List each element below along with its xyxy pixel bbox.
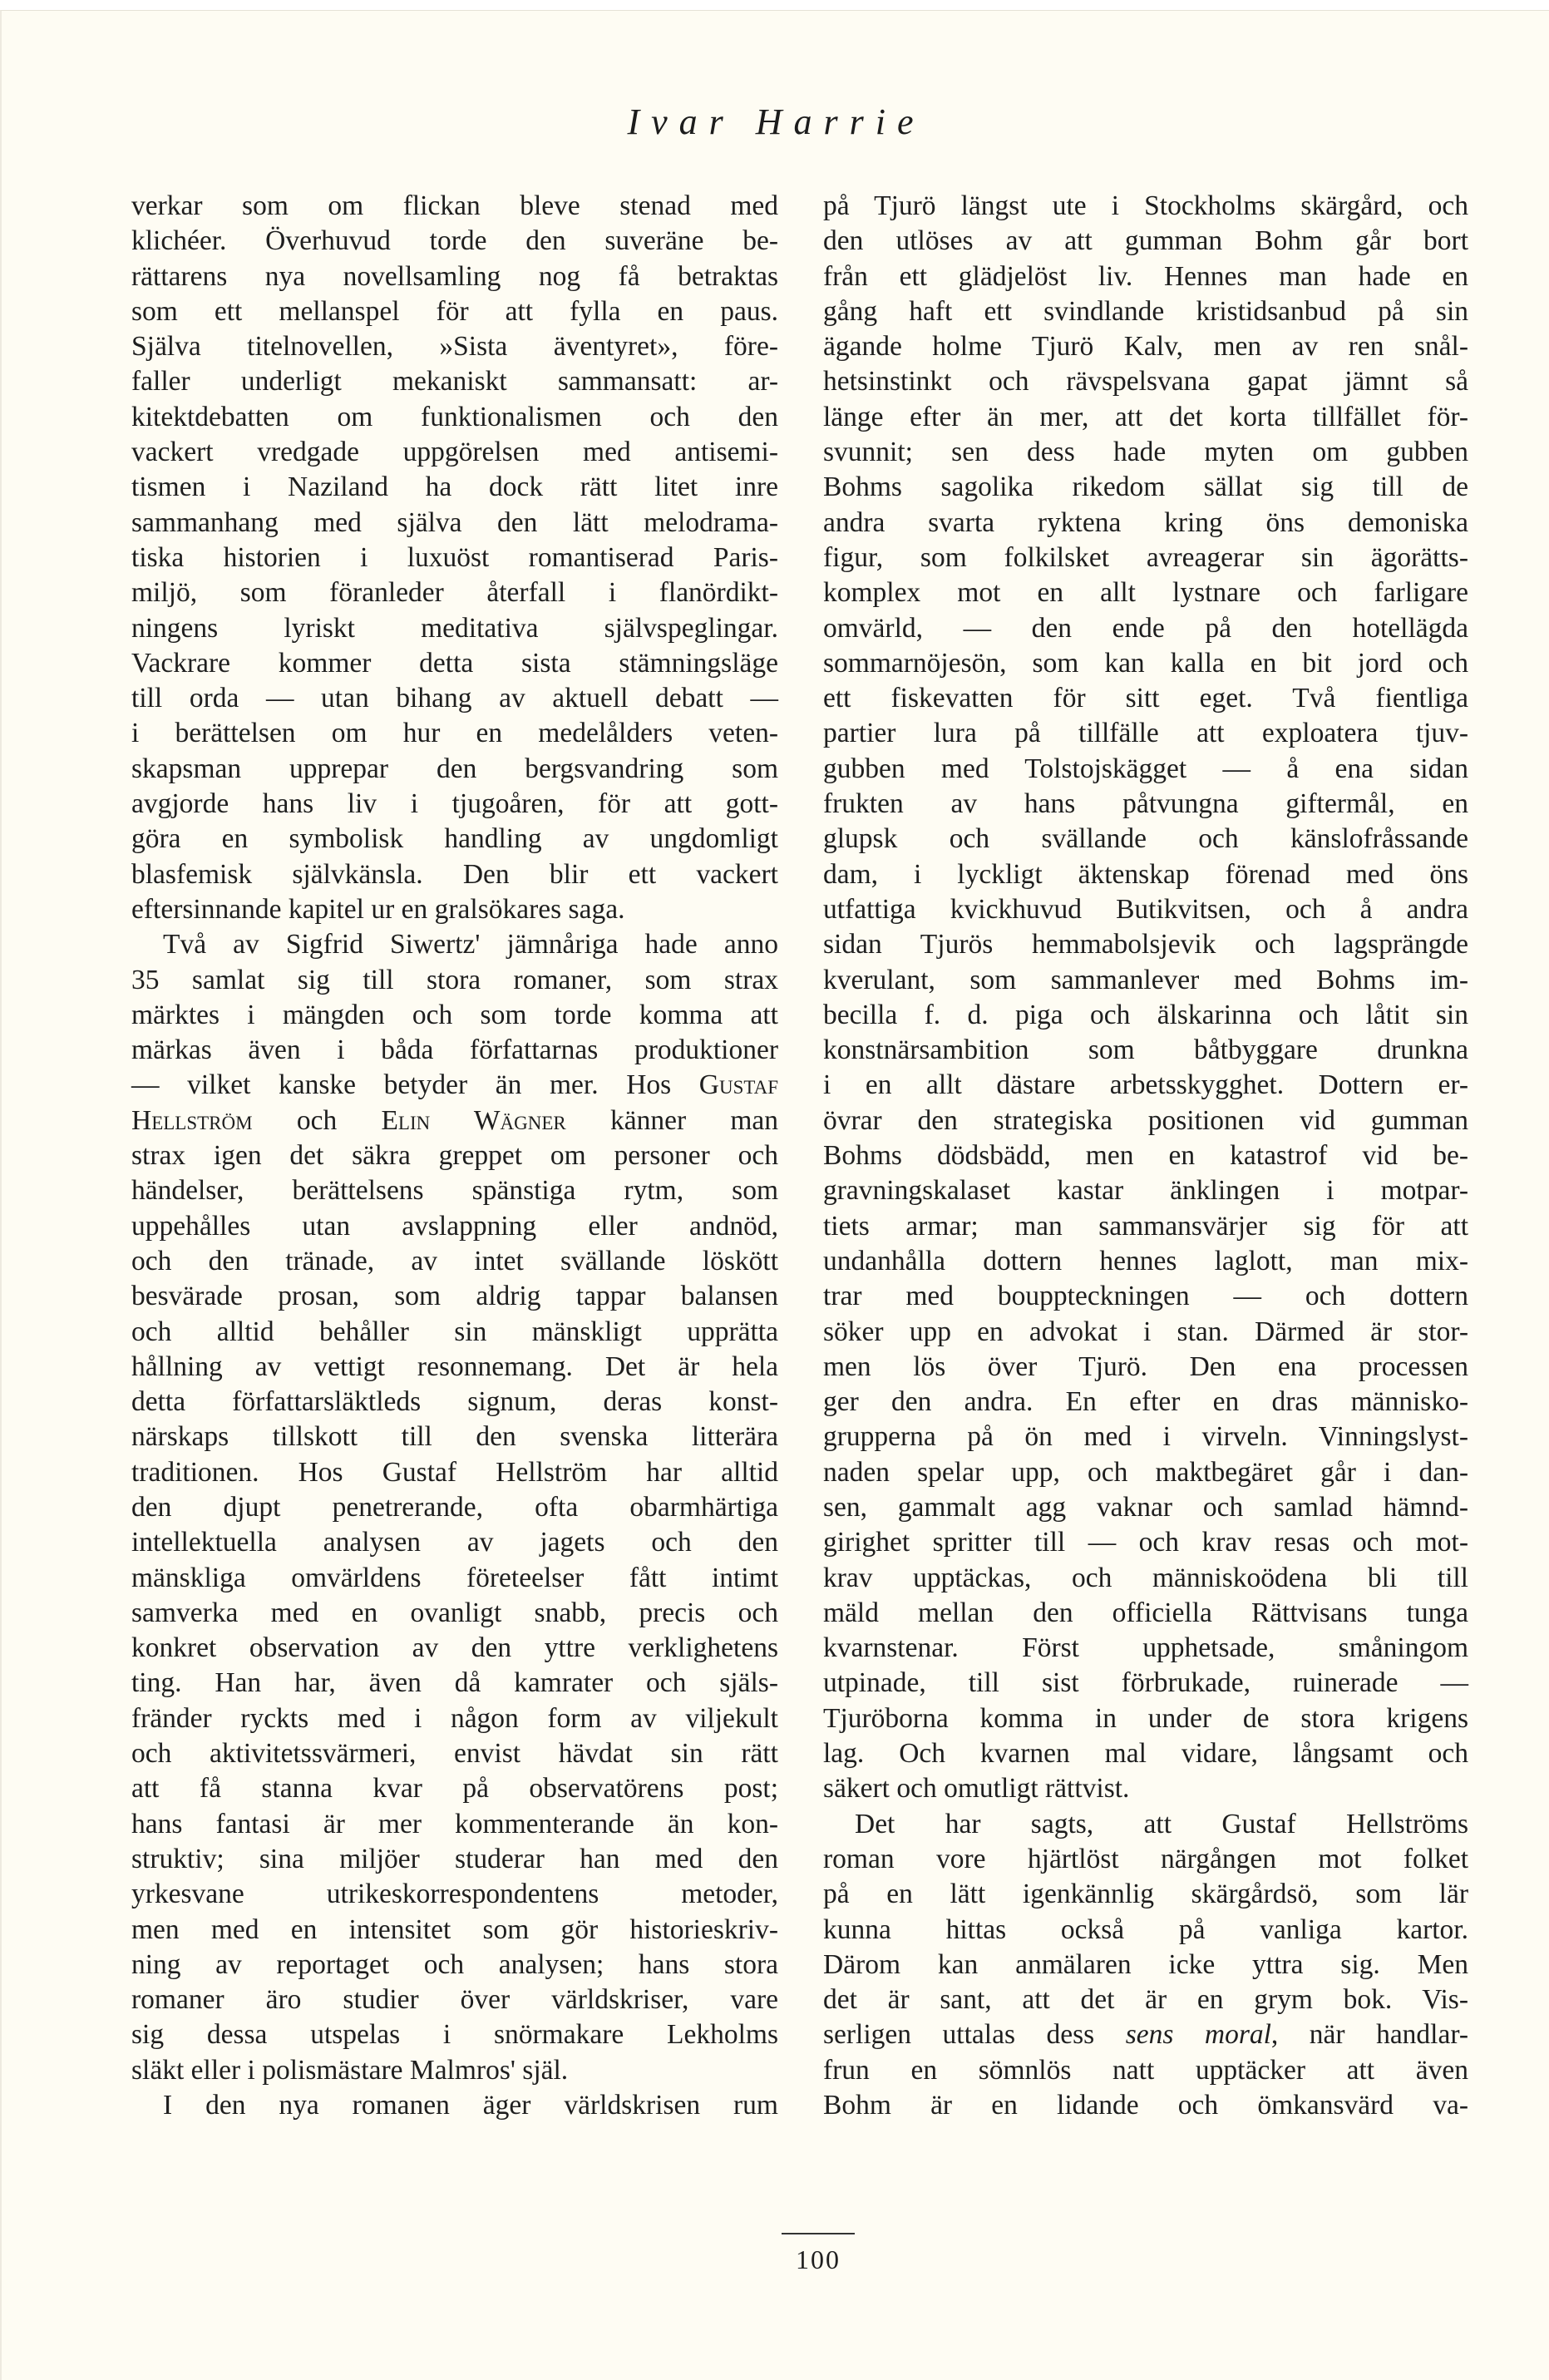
text-line: sig dessa utspelas i snörmakare Lekholms xyxy=(131,2019,778,2051)
text-line: den djupt penetrerande, ofta obarmhärtiga xyxy=(131,1491,778,1523)
paragraph-end-line: eftersinnande kapitel ur en gralsökares saga. xyxy=(131,893,625,925)
text-line: ett fiskevatten för sitt eget. Två fientliga xyxy=(823,683,1468,714)
text-fragment: — vilket kanske betyder än mer. Hos xyxy=(131,1069,699,1101)
text-line: Bohms dödsbädd, men en katastrof vid be- xyxy=(823,1140,1468,1172)
paragraph-end-line: säkert och omutligt rättvist. xyxy=(823,1773,1130,1805)
book-page xyxy=(0,10,1549,2380)
text-line: Bohms sagolika rikedom sällat sig till de xyxy=(823,472,1468,503)
text-line: ning av reportaget och analysen; hans stora xyxy=(131,1948,778,1980)
text-line: och aktivitetssvärmeri, envist hävdat sin rätt xyxy=(131,1738,778,1770)
text-line: tiska historien i luxuöst romantiserad Paris- xyxy=(131,541,778,573)
text-line: figur, som folkilsket avreagerar sin ägorätts- xyxy=(823,541,1468,573)
text-line: ting. Han har, även då kamrater och själs- xyxy=(131,1667,778,1699)
text-line: roman vore hjärtlöst närgången mot folket xyxy=(823,1843,1468,1874)
text-line: kvarnstenar. Först upphetsade, småningom xyxy=(823,1632,1468,1664)
text-line: gravningskalaset kastar änklingen i motpar- xyxy=(823,1175,1468,1207)
text-line: trar med bouppteckningen — och dottern xyxy=(823,1281,1468,1312)
text-line: ger den andra. En efter en dras människo- xyxy=(823,1386,1468,1418)
text-line: händelser, berättelsens spänstiga rytm, som xyxy=(131,1175,778,1207)
text-line: i en allt dästare arbetsskygghet. Dottern er- xyxy=(823,1069,1468,1101)
text-line: och den tränade, av intet svällande löskött xyxy=(131,1245,778,1276)
text-line: frun en sömnlös natt upptäcker att även xyxy=(823,2054,1468,2086)
text-line-with-small-caps xyxy=(131,1068,778,1103)
running-head-author: Ivar Harrie xyxy=(627,101,925,142)
author-name-small-caps: Gustaf xyxy=(698,1069,778,1101)
text-line: Själva titelnovellen, »Sista äventyret», före- xyxy=(131,331,778,363)
text-line: närskaps tillskott till den svenska litterära xyxy=(131,1421,778,1453)
text-line: konstnärsambition som båtbyggare drunkna xyxy=(823,1034,1468,1066)
text-line: tiets armar; man sammansvärjer sig för att xyxy=(823,1210,1468,1242)
text-line: Tjuröborna komma in under de stora krigens xyxy=(823,1702,1468,1734)
text-line: frukten av hans påtvungna giftermål, en xyxy=(823,788,1468,820)
text-line: göra en symbolisk handling av ungdomligt xyxy=(131,823,778,855)
text-line: från ett glädjelöst liv. Hennes man hade en xyxy=(823,260,1468,292)
text-line: samverka med en ovanligt snabb, precis och xyxy=(131,1597,778,1628)
text-line: rättarens nya novellsamling nog få betraktas xyxy=(131,260,778,292)
text-line: uppehålles utan avslappning eller andnöd, xyxy=(131,1210,778,1242)
text-line: till orda — utan bihang av aktuell debatt — xyxy=(131,683,778,714)
right-text-column xyxy=(823,189,1468,2123)
text-line: glupsk och svällande och känslofråssande xyxy=(823,823,1468,855)
text-line: sommarnöjesön, som kan kalla en bit jord och xyxy=(823,647,1468,679)
paragraph-start-line: Två av Sigfrid Siwertz' jämnåriga hade anno xyxy=(163,929,778,960)
text-line: det är sant, att det är en grym bok. Vis- xyxy=(823,1984,1468,2016)
text-line: gubben med Tolstojskägget — å ena sidan xyxy=(823,753,1468,784)
text-fragment: känner man xyxy=(565,1104,779,1136)
text-line: romaner äro studier över världskriser, vare xyxy=(131,1984,778,2016)
text-line: becilla f. d. piga och älskarinna och låtit sin xyxy=(823,999,1468,1030)
text-line: lag. Och kvarnen mal vidare, långsamt och xyxy=(823,1738,1468,1770)
text-line: mänskliga omvärldens företeelser fått intimt xyxy=(131,1562,778,1593)
text-line: gång haft ett svindlande kristidsanbud på sin xyxy=(823,295,1468,327)
text-line: kunna hittas också på vanliga kartor. xyxy=(823,1913,1468,1945)
text-line: att få stanna kvar på observatörens post; xyxy=(131,1773,778,1805)
text-line: mäld mellan den officiella Rättvisans tunga xyxy=(823,1597,1468,1628)
text-line: på en lätt igenkännlig skärgårdsö, som lär xyxy=(823,1879,1468,1910)
text-line: hållning av vettigt resonnemang. Det är hela xyxy=(131,1350,778,1382)
author-name-small-caps: Hellström xyxy=(131,1104,253,1136)
text-line: girighet spritter till — och krav resas och mot- xyxy=(823,1527,1468,1558)
text-line: avgjorde hans liv i tjugoåren, för att gott- xyxy=(131,788,778,820)
text-line: fränder ryckts med i någon form av viljekult xyxy=(131,1702,778,1734)
text-line: märktes i mängden och som torde komma att xyxy=(131,999,778,1030)
text-line: dam, i lyckligt äktenskap förenad med öns xyxy=(823,858,1468,890)
text-line: konkret observation av den yttre verklighetens xyxy=(131,1632,778,1664)
left-text-column xyxy=(131,189,778,2123)
text-line: som ett mellanspel för att fylla en paus. xyxy=(131,295,778,327)
text-line: miljö, som föranleder återfall i flanördikt- xyxy=(131,577,778,609)
text-line: sammanhang med själva den lätt melodrama- xyxy=(131,506,778,538)
text-line: hetsinstinkt och rävspelsvana gapat jämnt så xyxy=(823,366,1468,397)
text-line: den utlöses av att gumman Bohm går bort xyxy=(823,225,1468,257)
text-line: och alltid behåller sin mänskligt upprätta xyxy=(131,1316,778,1347)
text-line: skapsman upprepar den bergsvandring som xyxy=(131,753,778,784)
text-line: hans fantasi är mer kommenterande än kon- xyxy=(131,1808,778,1839)
text-line: övrar den strategiska positionen vid gumman xyxy=(823,1104,1468,1136)
text-line: yrkesvane utrikeskorrespondentens metoder, xyxy=(131,1879,778,1910)
text-line: besvärade prosan, som aldrig tappar balansen xyxy=(131,1281,778,1312)
text-line: Vackrare kommer detta sista stämningsläge xyxy=(131,647,778,679)
text-line: söker upp en advokat i stan. Därmed är stor- xyxy=(823,1316,1468,1347)
text-line: klichéer. Överhuvud torde den suveräne be- xyxy=(131,225,778,257)
author-name-small-caps: Elin Wägner xyxy=(381,1104,566,1136)
text-line: kitektdebatten om funktionalismen och den xyxy=(131,401,778,432)
text-fragment: serligen uttalas dess xyxy=(823,2019,1126,2051)
text-line: detta författarsläktleds signum, deras konst- xyxy=(131,1386,778,1418)
text-line: tismen i Naziland ha dock rätt litet inre xyxy=(131,472,778,503)
text-line-with-small-caps xyxy=(131,1104,778,1138)
text-line: Därom kan anmälaren icke yttra sig. Men xyxy=(823,1948,1468,1980)
page-number: 100 xyxy=(796,2244,841,2274)
text-line: intellektuella analysen av jagets och den xyxy=(131,1527,778,1558)
text-line: strax igen det säkra greppet om personer och xyxy=(131,1140,778,1172)
text-line: utpinade, till sist förbrukade, ruinerade — xyxy=(823,1667,1468,1699)
text-line: utfattiga kvickhuvud Butikvitsen, och å andra xyxy=(823,893,1468,925)
text-line: struktiv; sina miljöer studerar han med den xyxy=(131,1843,778,1874)
text-line: undanhålla dottern hennes laglott, man mix- xyxy=(823,1245,1468,1276)
text-line: krav upptäckas, och människoödena bli till xyxy=(823,1562,1468,1593)
text-line: omvärld, — den ende på den hotellägda xyxy=(823,612,1468,644)
text-fragment: och xyxy=(252,1104,382,1136)
text-line: men lös över Tjurö. Den ena processen xyxy=(823,1350,1468,1382)
text-line: sen, gammalt agg vaknar och samlad hämnd- xyxy=(823,1491,1468,1523)
text-fragment: , när handlar- xyxy=(1270,2019,1469,2051)
text-line: svunnit; sen dess hade myten om gubben xyxy=(823,437,1468,468)
text-line: ägande holme Tjurö Kalv, men av ren snål- xyxy=(823,331,1468,363)
text-line: naden spelar upp, och maktbegäret går i dan- xyxy=(823,1456,1468,1488)
italic-phrase: sens moral xyxy=(1125,2019,1271,2051)
page-number-rule xyxy=(782,2233,855,2234)
text-line: ningens lyriskt meditativa självspeglingar. xyxy=(131,612,778,644)
paragraph-end-line: släkt eller i polismästare Malmros' själ. xyxy=(131,2054,569,2086)
text-line: traditionen. Hos Gustaf Hellström har alltid xyxy=(131,1456,778,1488)
text-line-with-italic xyxy=(823,2017,1468,2052)
text-line: komplex mot en allt lystnare och farligare xyxy=(823,577,1468,609)
text-line: partier lura på tillfälle att exploatera tjuv- xyxy=(823,718,1468,749)
text-line: kverulant, som sammanlever med Bohms im- xyxy=(823,964,1468,995)
paragraph-start-line: I den nya romanen äger världskrisen rum xyxy=(163,2090,778,2121)
text-line: blasfemisk självkänsla. Den blir ett vackert xyxy=(131,858,778,890)
text-line: faller underligt mekaniskt sammansatt: ar- xyxy=(131,366,778,397)
text-line: märkas även i båda författarnas produktioner xyxy=(131,1034,778,1066)
text-line: Bohm är en lidande och ömkansvärd va- xyxy=(823,2090,1468,2121)
text-line: andra svarta ryktena kring öns demoniska xyxy=(823,506,1468,538)
text-line: på Tjurö längst ute i Stockholms skärgård, och xyxy=(823,190,1468,221)
text-line: vackert vredgade uppgörelsen med antisemi- xyxy=(131,437,778,468)
text-line: verkar som om flickan bleve stenad med xyxy=(131,190,778,221)
text-line: länge efter än mer, att det korta tillfället för- xyxy=(823,401,1468,432)
text-line: 35 samlat sig till stora romaner, som strax xyxy=(131,964,778,995)
paragraph-start-line: Det har sagts, att Gustaf Hellströms xyxy=(855,1808,1468,1839)
text-line: men med en intensitet som gör historieskriv- xyxy=(131,1913,778,1945)
text-line: sidan Tjurös hemmabolsjevik och lagsprängde xyxy=(823,929,1468,960)
text-line: i berättelsen om hur en medelålders veten- xyxy=(131,718,778,749)
text-line: grupperna på ön med i virveln. Vinningslyst- xyxy=(823,1421,1468,1453)
